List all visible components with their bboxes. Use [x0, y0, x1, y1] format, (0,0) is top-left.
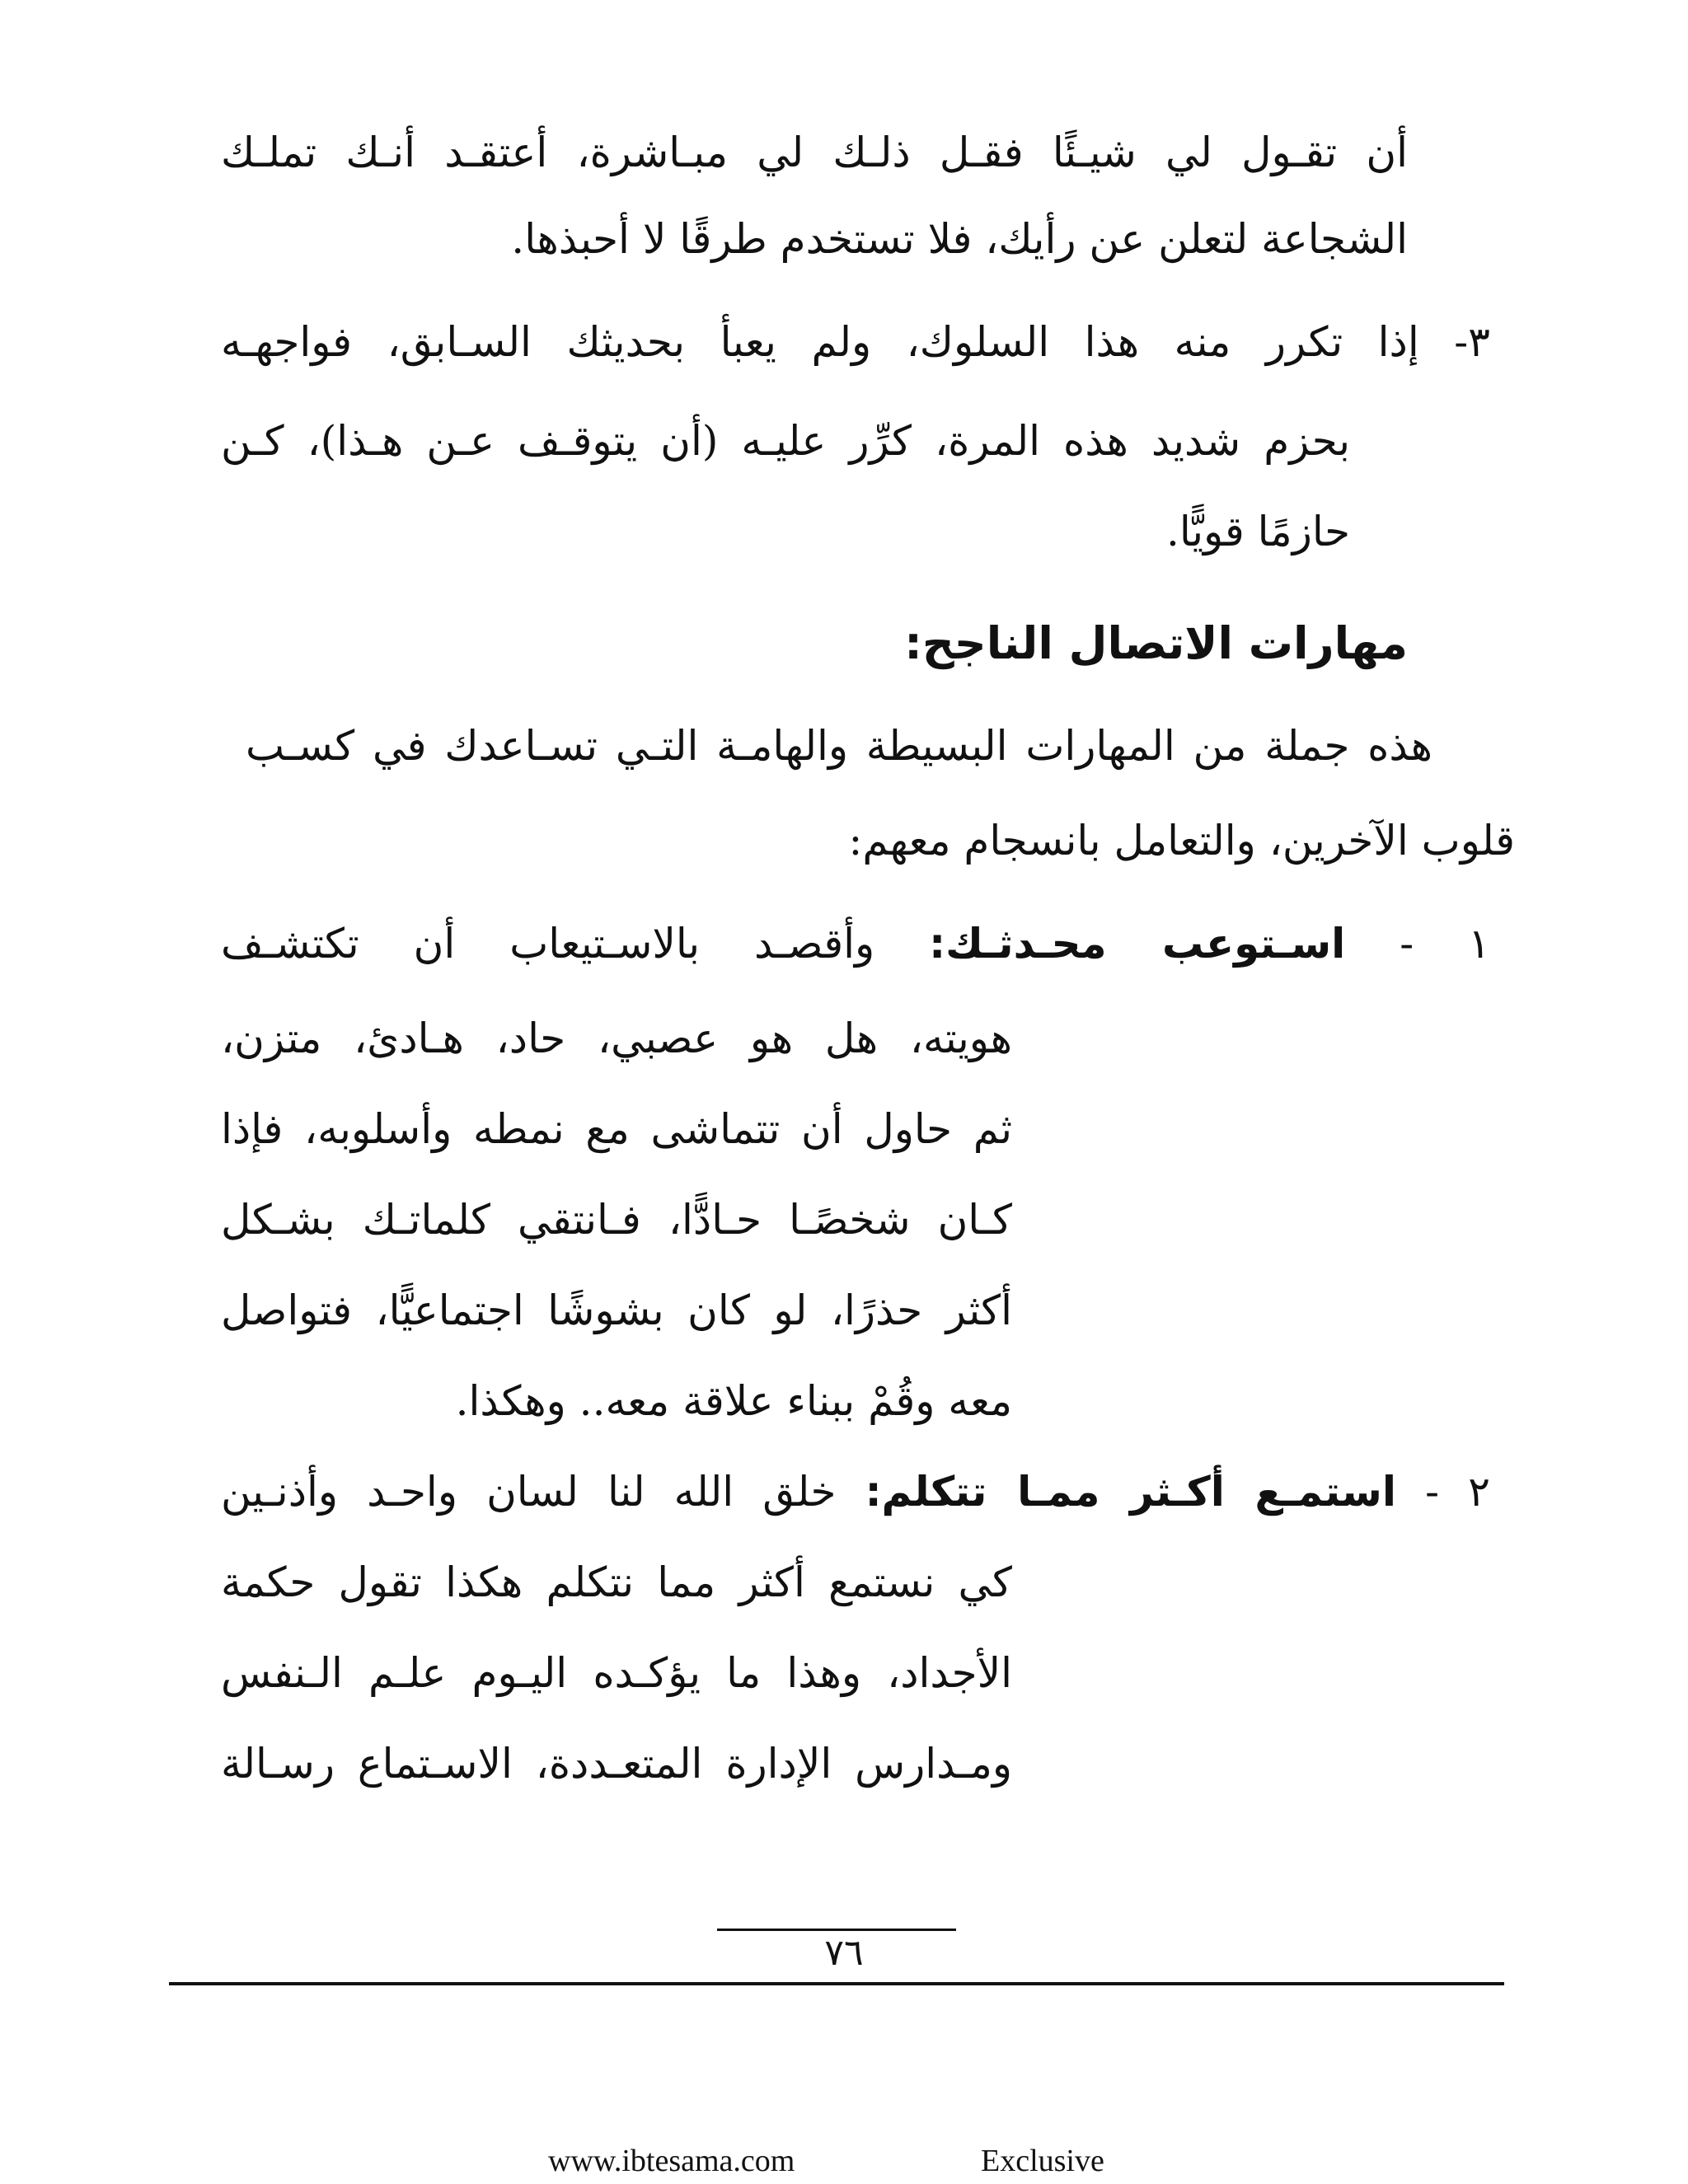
- paragraph-line: الشجاعة لتعلن عن رأيك، فلا تستخدم طرقًا لا أحبذها.: [511, 215, 1408, 263]
- skill-item-1-first-line: [221, 915, 1490, 972]
- footer-rule: [169, 1982, 1504, 1985]
- paragraph-line: قلوب الآخرين، والتعامل بانسجام معهم:: [848, 817, 1515, 865]
- footer-website: www.ibtesama.com: [548, 2144, 795, 2178]
- skill-line: أكثر حذرًا، لو كان بشوشًا اجتماعيًّا، فتواصل: [221, 1286, 1012, 1334]
- paragraph-line: ٣- إذا تكرر منه هذا السلوك، ولم يعبأ بحديثك السـابق، فواجهـه: [221, 318, 1490, 366]
- paragraph-line: بحزم شديد هذه المرة، كرِّر عليـه (أن يتوقـف عـن هـذا)، كـن: [221, 417, 1350, 465]
- paragraph-line: هذه جملة من المهارات البسيطة والهامـة التـي تسـاعدك في كسـب: [246, 722, 1432, 770]
- skill-number: ١ -: [1400, 920, 1490, 968]
- skill-line: كـان شخصًـا حـادًّا، فـانتقي كلماتـك بشـكل: [221, 1196, 1012, 1244]
- footer-label: Exclusive: [981, 2144, 1104, 2178]
- page-number-rule: [717, 1929, 956, 1931]
- skill-text: وأقصـد بالاسـتيعاب أن تكتشـف: [221, 920, 875, 968]
- skill-title: اسـتوعب محـدثـك:: [929, 920, 1346, 968]
- paragraph-line: أن تقـول لي شيـئًا فقـل ذلـك لي مبـاشرة، أعتقـد أنـك تملـك: [221, 129, 1408, 176]
- skill-line: كي نستمع أكثر مما نتكلم هكذا تقول حكمة: [221, 1558, 1012, 1606]
- skill-text: خلق الله لنا لسان واحـد وأذنـين: [221, 1468, 837, 1516]
- skill-line: معه وقُمْ ببناء علاقة معه.. وهكذا.: [455, 1377, 1012, 1425]
- skill-number: ٢ -: [1425, 1468, 1490, 1516]
- section-heading: مهارات الاتصال الناجح:: [904, 617, 1408, 669]
- skill-item-2-first-line: [221, 1463, 1490, 1521]
- paragraph-line: حازمًا قويًّا.: [1166, 508, 1350, 555]
- skill-line: ثم حاول أن تتماشى مع نمطه وأسلوبه، فإذا: [221, 1105, 1012, 1153]
- skill-line: هويته، هل هو عصبي، حاد، هـادئ، متزن،: [221, 1015, 1012, 1062]
- skill-line: ومـدارس الإدارة المتعـددة، الاسـتماع رسـالة: [221, 1740, 1012, 1788]
- skill-line: الأجداد، وهذا ما يؤكـده اليـوم علـم الـنفس: [221, 1649, 1012, 1697]
- page-number: ٧٦: [824, 1932, 864, 1974]
- skill-title: استمـع أكـثر ممـا تتكلم:: [865, 1468, 1396, 1516]
